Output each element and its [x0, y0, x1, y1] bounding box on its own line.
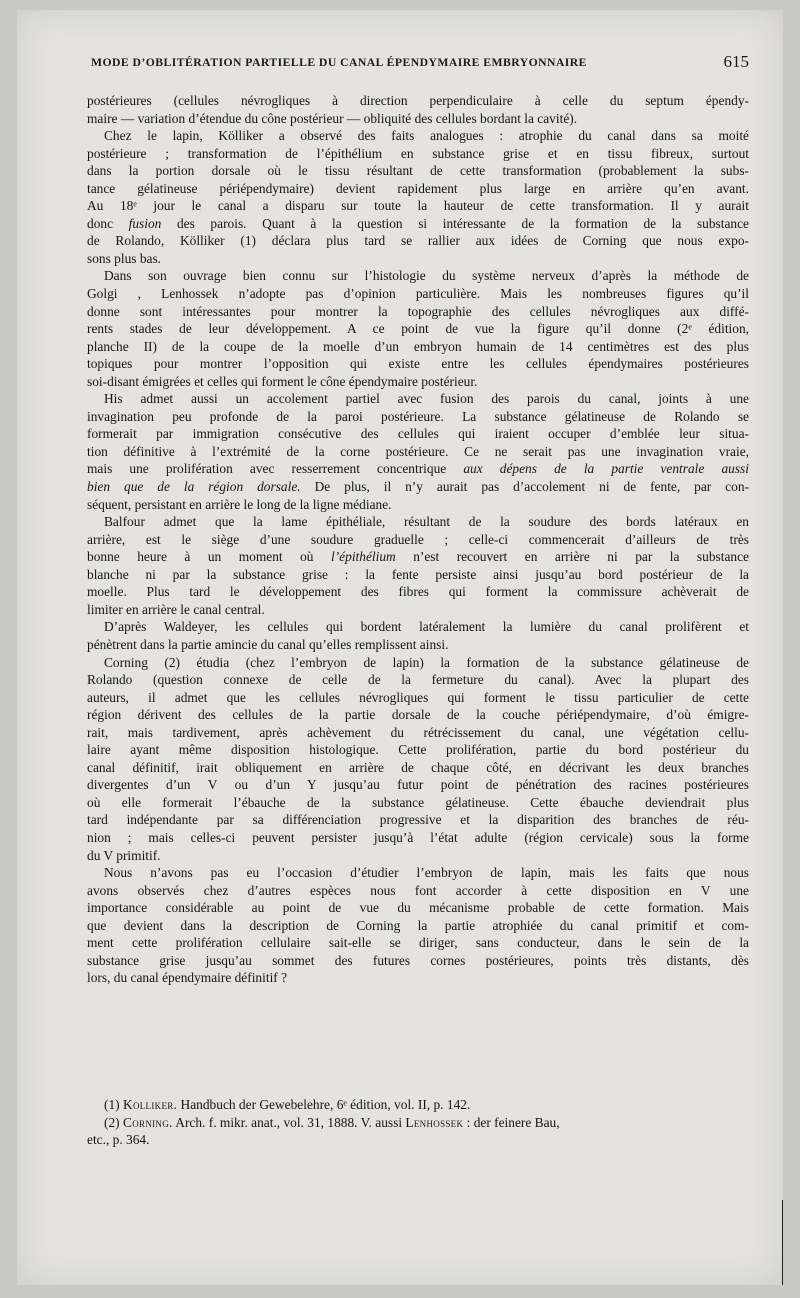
text-line: tance gélatineuse périépendymaire) devient rapidement plus large en arrière qu’en avant. — [87, 180, 749, 196]
text-line: tard indépendante par sa différenciation progressive et la disparition des branches de réu- — [87, 812, 749, 828]
text-line: Rolando (question connexe de celle de la fermeture du canal). Avec la plupart des — [87, 672, 749, 688]
text-line: que devient dans la description de Corning la partie atrophiée du canal primitif et com- — [87, 917, 749, 933]
main-text — [87, 92, 749, 987]
footnote-author: Kolliker. — [122, 1097, 178, 1112]
text-line: formerait par immigration consécutive des cellules qui iraient occuper d’emblée leur situa- — [87, 426, 749, 442]
text-line: ment cette prolifération cellulaire sait-elle se diriger, sans conducteur, dans le sein de la — [87, 935, 749, 951]
text-line: région dérivent des cellules de la partie dorsale de la couche périépendymaire, d’où émigre- — [87, 707, 749, 723]
text-line: séquent, persistant en arrière le long de la ligne médiane. — [87, 496, 392, 512]
book-page — [17, 10, 783, 1285]
text-line: où elle formerait l’ébauche de la substance gélatineuse. Cette ébauche deviendrait plus — [87, 794, 749, 810]
text-line: laire ayant même disposition histologique. Cette prolifération, partie du bord postérieur du — [87, 742, 749, 758]
text-line: Chez le lapin, Kölliker a observé des faits analogues : atrophie du canal dans sa moité — [104, 128, 749, 144]
footnotes — [87, 1096, 749, 1149]
text-line: canal définitif, irait obliquement en arrière de chaque côté, en décrivant les deux branches — [87, 759, 749, 775]
text-line: donc fusion des parois. Quant à la question si intéressante de la formation de la substance — [87, 215, 749, 231]
footnote-2: (2) Corning. Arch. f. mikr. anat., vol. 31, 1888. V. aussi Lenhossek : der feinere Bau, — [104, 1114, 560, 1130]
text-line: rait, mais tardivement, après achèvement du rétrécissement du canal, une végétation cellu- — [87, 724, 749, 740]
text-line: soi-disant émigrées et celles qui forment le cône épendymaire postérieur. — [87, 373, 478, 389]
text-line: maire — variation d’étendue du cône postérieur — obliquité des cellules bordant la cavité). — [87, 110, 578, 126]
footnote-author: Lenhossek — [405, 1114, 464, 1130]
footnote-1: (1) Kolliker. Handbuch der Gewebelehre, 6ᵉ édition, vol. II, p. 142. — [104, 1097, 471, 1112]
text-line: dans la portion dorsale où le tissu résultant de cette transformation (probablement la subs- — [87, 163, 749, 179]
text-line: tion définitive à l’extrémité de la corne postérieure. Ce ne serait pas une invagination vraie, — [87, 443, 749, 459]
text-line: importance considérable au point de vue du mécanisme probable de cette formation. Mais — [87, 900, 749, 916]
running-title: MODE D’OBLITÉRATION PARTIELLE DU CANAL ÉPENDYMAIRE EMBRYONNAIRE — [91, 56, 587, 69]
page-number: 615 — [723, 52, 749, 71]
text-line: mais une prolifération avec resserrement concentrique aux dépens de la partie ventrale aussi — [87, 461, 749, 477]
text-line: arrière, est le siège d’une soudure graduelle ; celle-ci commencerait d’ailleurs de très — [87, 531, 749, 547]
footnote-2-continued: etc., p. 364. — [87, 1132, 150, 1147]
text-line: avons observés chez d’autres espèces nous font accorder à cette disposition en V une — [87, 882, 749, 898]
text-line: Balfour admet que la lame épithéliale, résultant de la soudure des bords latéraux en — [104, 514, 749, 530]
text-line: Dans son ouvrage bien connu sur l’histologie du système nerveux d’après la méthode de — [104, 268, 749, 284]
text-line: planche II) de la coupe de la moelle d’un embryon humain de 14 centimètres est des plus — [87, 338, 749, 354]
text-line: postérieure ; transformation de l’épithélium en substance grise et en tissu fibreux, surtout — [87, 145, 749, 161]
text-line: divergentes d’un V ou d’un Y jusqu’au futur point de pénétration des racines postérieures — [87, 777, 749, 793]
text-line: His admet aussi un accolement partiel avec fusion des parois du canal, joints à une — [104, 391, 749, 407]
running-header — [91, 52, 749, 71]
text-line: Nous n’avons pas eu l’occasion d’étudier l’embryon de lapin, mais les faits que nous — [104, 865, 749, 881]
text-line: limiter en arrière le canal central. — [87, 601, 265, 617]
text-line: moelle. Plus tard le développement des fibres qui forment la commissure achèverait de — [87, 584, 749, 600]
text-line: sons plus bas. — [87, 250, 162, 266]
text-line: topiques pour montrer l’opposition qui existe entre les cellules épendymaires postérieures — [87, 356, 749, 372]
text-line: rents stades de leur développement. A ce point de vue la figure qu’il donne (2ᵉ édition, — [87, 321, 749, 337]
text-line: Corning (2) étudia (chez l’embryon de lapin) la formation de la substance gélatineuse de — [104, 654, 749, 670]
text-line: nion ; mais celles-ci peuvent persister jusqu’à l’état adulte (région cervicale) sous la forme — [87, 829, 749, 845]
footnote-author: Corning. — [122, 1114, 173, 1130]
text-line: donne sont intéressantes pour montrer la topographie des cellules névrogliques aux diffé- — [87, 303, 749, 319]
text-line: substance grise jusqu’au sommet des futures cornes postérieures, points très distants, dès — [87, 952, 749, 968]
text-line: de Rolando, Kölliker (1) déclara plus tard se rallier aux idées de Corning que nous expo- — [87, 233, 749, 249]
text-line: Golgi , Lenhossek n’adopte pas d’opinion particulière. Mais les nombreuses figures qu’il — [87, 286, 749, 302]
text-line: invagination peu profonde de la paroi postérieure. La substance gélatineuse de Rolando se — [87, 408, 749, 424]
text-line: blanche ni par la substance grise : la fente persiste ainsi jusqu’au bord postérieur de la — [87, 566, 749, 582]
text-line: auteurs, il admet que les cellules névrogliques qui forment le tissu particulier de cette — [87, 689, 749, 705]
text-line: du V primitif. — [87, 847, 161, 863]
text-line: lors, du canal épendymaire définitif ? — [87, 970, 288, 986]
page-edge-mark — [782, 1200, 783, 1285]
text-line: D’après Waldeyer, les cellules qui bordent latéralement la lumière du canal prolifèrent et — [104, 619, 749, 635]
text-line: postérieures (cellules névrogliques à direction perpendiculaire à celle du septum épendy- — [87, 93, 749, 108]
text-line: bien que de la région dorsale. De plus, il n’y aurait pas d’accolement ni de fente, par con- — [87, 479, 749, 495]
text-line: pénètrent dans la partie amincie du canal qu’elles remplissent ainsi. — [87, 636, 449, 652]
text-line: bonne heure à un moment où l’épithélium n’est recouvert en arrière ni par la substance — [87, 549, 749, 565]
text-line: Au 18ᵉ jour le canal a disparu sur toute la hauteur de cette transformation. Il y aurait — [87, 198, 749, 214]
